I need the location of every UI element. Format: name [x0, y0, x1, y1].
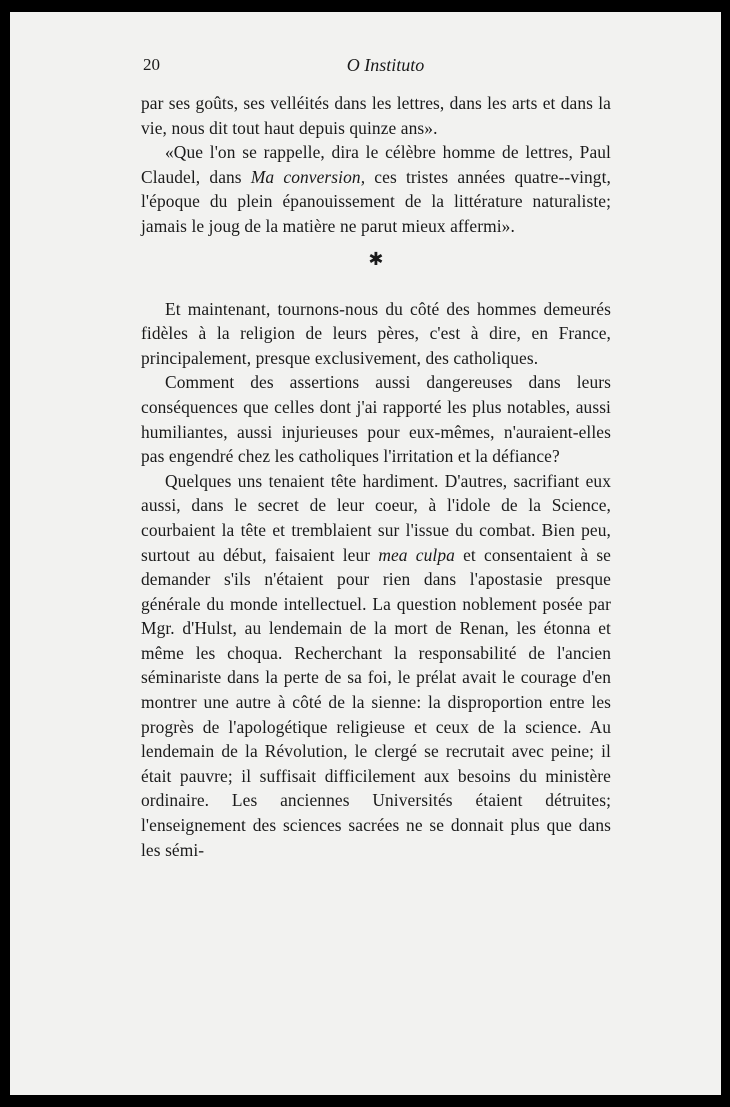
page-number: 20	[143, 55, 160, 74]
latin-phrase-italic: mea culpa	[378, 544, 455, 565]
book-title-italic: Ma conversion,	[250, 166, 366, 187]
page-header	[10, 55, 721, 81]
paragraph-3: Et maintenant, tournons-nous du côté des hommes demeurés fidèles à la religion de leurs pères, c'est à dire, en France, principalement, presque exclusivement, des catholiques.	[141, 298, 611, 368]
body-text	[141, 91, 611, 862]
running-title: O Instituto	[346, 55, 425, 75]
book-page	[10, 12, 721, 1095]
paragraph-4: Comment des assertions aussi dangereuses dans leurs conséquences que celles dont j'ai rapporté les plus notables, aussi humiliantes, aussi injurieuses pour eux-mêmes, n'auraient-elles pas engendré chez les catholiques l'irritation et la défiance?	[141, 372, 611, 467]
paragraph-5: Quelques uns tenaient tête hardiment. D'autres, sacrifiant eux aussi, dans le secret de leur coeur, à l'idole de la Science, courbaient la tête et tremblaient sur l'issue du combat. Bien peu, surtout au début, faisaient leur mea culpa et consentaient à se demander s'ils n'étaient pour rien dans l'apostasie presque générale du monde intellectuel. La question noblement posée par Mgr. d'Hulst, au lendemain de la mort de Renan, les étonna et même les choqua. Recherchant la responsabilité de l'ancien séminariste dans la perte de sa foi, le prélat avait le courage d'en montrer une autre à côté de la sienne: la disproportion entre les progrès de l'apologétique religieuse et ceux de la science. Au lendemain de la Révolution, le clergé se recrutait avec peine; il était pauvre; il suffisait difficilement aux besoins du ministère ordinaire. Les anciennes Universités étaient détruites; l'enseignement des sciences sacrées ne se donnait plus que dans les sémi-	[141, 470, 611, 860]
paragraph-2: «Que l'on se rappelle, dira le célèbre homme de lettres, Paul Claudel, dans Ma conversion, ces tristes années quatre--vingt, l'époque du plein épanouissement de la littérature naturaliste; jamais le joug de la matière ne parut mieux affermi».	[141, 142, 611, 236]
section-separator: ✱	[368, 248, 384, 269]
paragraph-1: par ses goûts, ses velléités dans les lettres, dans les arts et dans la vie, nous dit tout haut depuis quinze ans».	[141, 93, 611, 138]
